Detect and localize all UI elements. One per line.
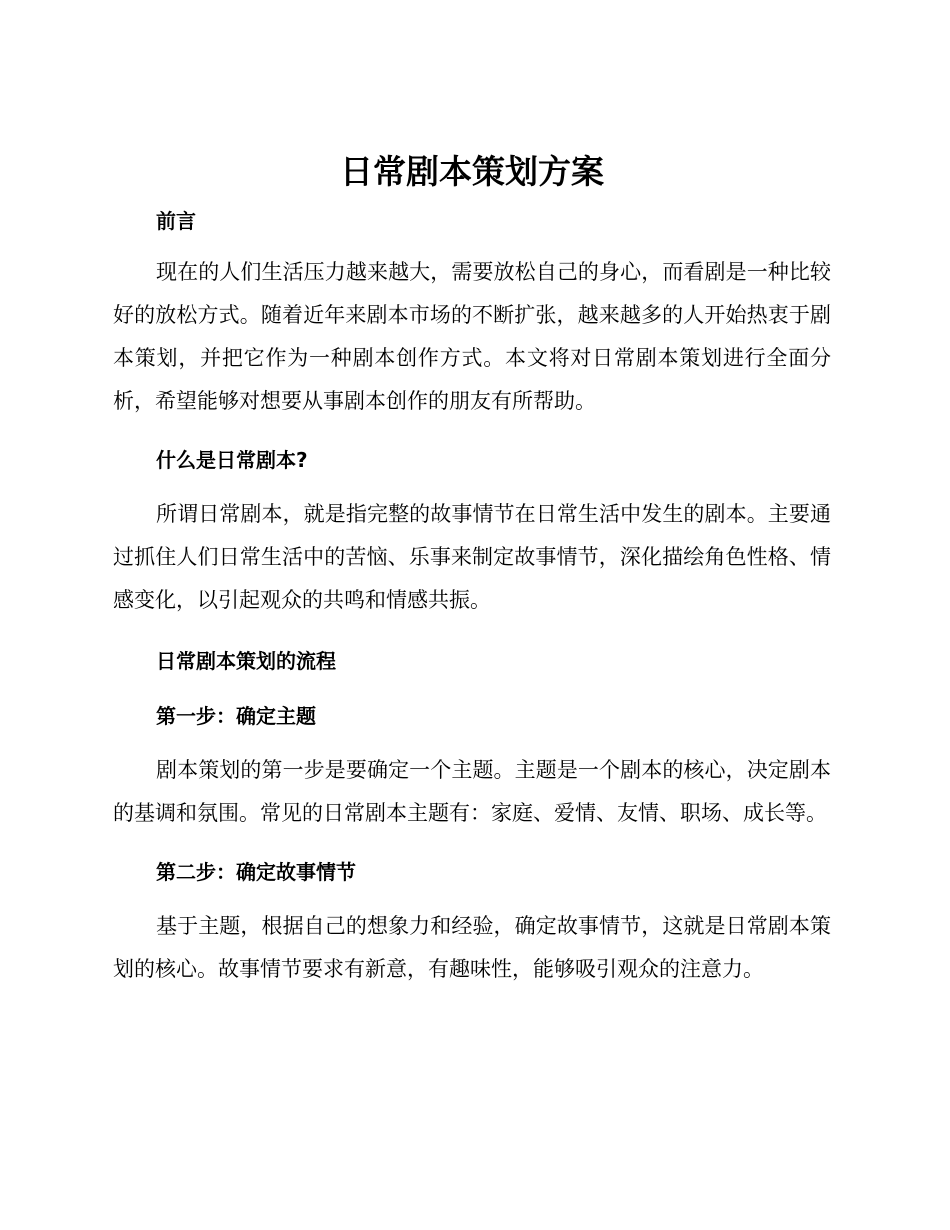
section-body-what-is: 所谓日常剧本，就是指完整的故事情节在日常生活中发生的剧本。主要通过抓住人们日常生活中的苦恼、乐事来制定故事情节，深化描绘角色性格、情感变化，以引起观众的共鸣和情感共振。: [113, 502, 831, 612]
document-title: 日常剧本策划方案: [340, 152, 604, 191]
section-body-step2: 基于主题，根据自己的想象力和经验，确定故事情节，这就是日常剧本策划的核心。故事情节要求有新意，有趣味性，能够吸引观众的注意力。: [113, 914, 831, 981]
document-page: [113, 148, 831, 991]
section-heading-what-is: 什么是日常剧本?: [156, 448, 308, 472]
section-heading-step1: 第一步：确定主题: [156, 704, 316, 728]
section-body-step1: 剧本策划的第一步是要确定一个主题。主题是一个剧本的核心，决定剧本的基调和氛围。常见的日常剧本主题有：家庭、爱情、友情、职场、成长等。: [113, 758, 831, 825]
section-heading-preface: 前言: [156, 209, 196, 233]
section-heading-step2: 第二步：确定故事情节: [156, 860, 356, 884]
section-body-preface: 现在的人们生活压力越来越大，需要放松自己的身心，而看剧是一种比较好的放松方式。随着近年来剧本市场的不断扩张，越来越多的人开始热衷于剧本策划，并把它作为一种剧本创作方式。本文将对日常剧本策划进行全面分析，希望能够对想要从事剧本创作的朋友有所帮助。: [113, 260, 831, 413]
section-heading-process: 日常剧本策划的流程: [156, 649, 336, 673]
